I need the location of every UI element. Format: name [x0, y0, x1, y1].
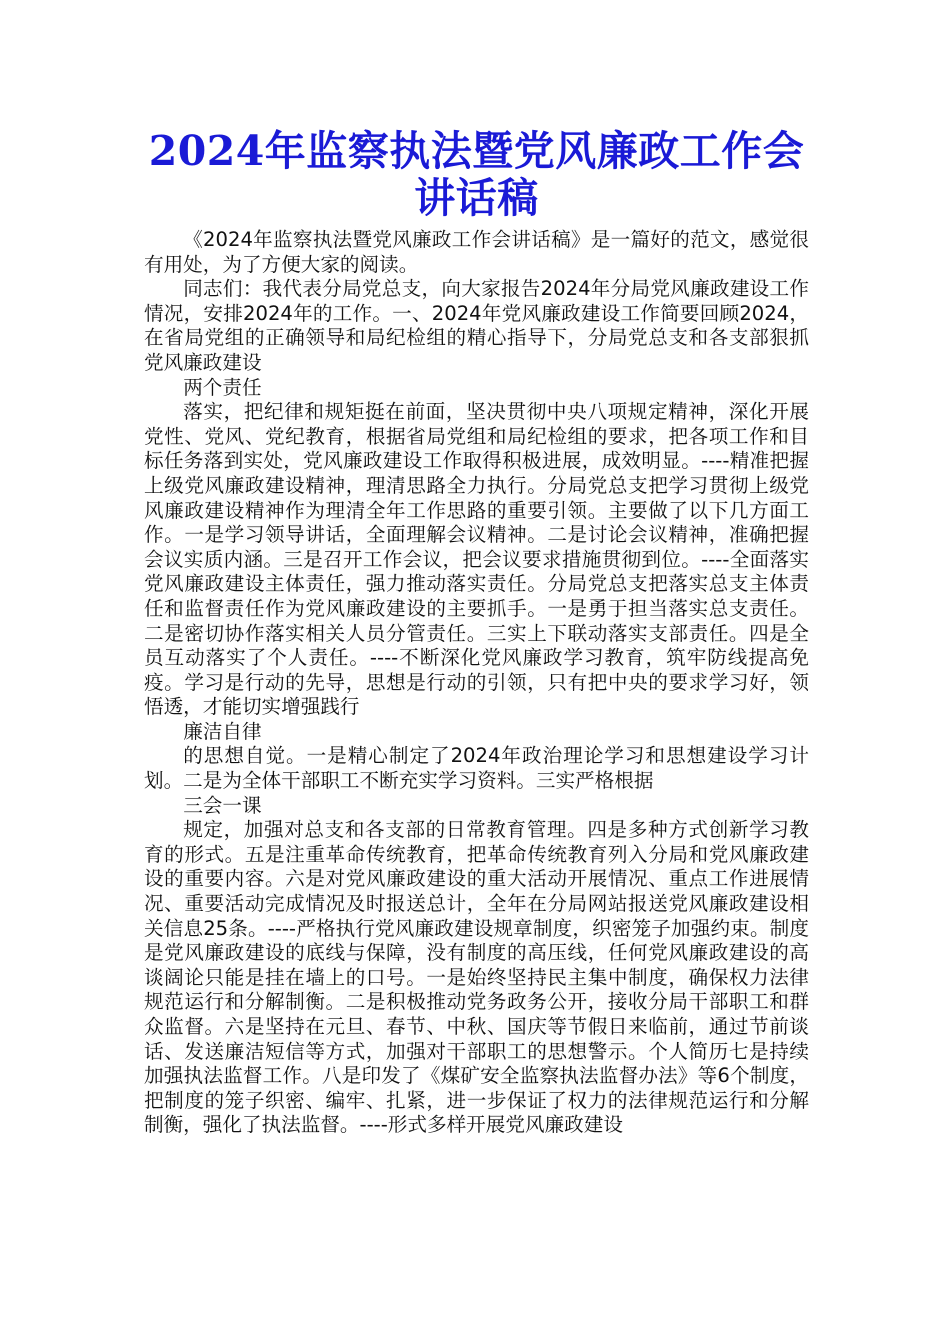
document-body [144, 228, 809, 1138]
greeting-paragraph: 同志们：我代表分局党总支，向大家报告2024年分局党风廉政建设工作情况，安排2024年的工作。一、2024年党风廉政建设工作简要回顾2024，在省局党组的正确领导和局纪检组的精心指导下，分局党总支和各支部狠抓党风廉政建设 [144, 277, 809, 374]
section-phrase: 三会一课 [183, 793, 262, 817]
body-paragraph: 落实，把纪律和规矩挺在前面，坚决贯彻中央八项规定精神，深化开展党性、党风、党纪教育，根据省局党组和局纪检组的要求，把各项工作和目标任务落到实处，党风廉政建设工作取得积极进展，成效明显。----精准把握上级党风廉政建设精神，理清思路全力执行。分局党总支把学习贯彻上级党风廉政建设精神作为理清全年工作思路的重要引领。主要做了以下几方面工作。一是学习领导讲话，全面理解会议精神。二是讨论会议精神，准确把握会议实质内涵。三是召开工作会议，把会议要求措施贯彻到位。----全面落实党风廉政建设主体责任，强力推动落实责任。分局党总支把落实总支主体责任和监督责任作为党风廉政建设的主要抓手。一是勇于担当落实总支责任。二是密切协作落实相关人员分管责任。三实上下联动落实支部责任。四是全员互动落实了个人责任。----不断深化党风廉政学习教育，筑牢防线提高免疫。学习是行动的先导，思想是行动的引领，只有把中央的要求学习好，领悟透，才能切实增强践行 [144, 400, 809, 719]
intro-paragraph: 《2024年监察执法暨党风廉政工作会讲话稿》是一篇好的范文，感觉很有用处，为了方便大家的阅读。 [144, 228, 809, 276]
document-title: 2024年监察执法暨党风廉政工作会讲话稿 [148, 127, 805, 222]
body-paragraph: 的思想自觉。一是精心制定了2024年政治理论学习和思想建设学习计划。二是为全体干部职工不断充实学习资料。三实严格根据 [144, 744, 809, 793]
body-paragraph: 规定，加强对总支和各支部的日常教育管理。四是多种方式创新学习教育的形式。五是注重革命传统教育，把革命传统教育列入分局和党风廉政建设的重要内容。六是对党风廉政建设的重大活动开展情况、重点工作进展情况、重要活动完成情况及时报送总计，全年在分局网站报送党风廉政建设相关信息25条。----严格执行党风廉政建设规章制度，织密笼子加强约束。制度是党风廉政建设的底线与保障，没有制度的高压线，任何党风廉政建设的高谈阔论只能是挂在墙上的口号。一是始终坚持民主集中制度，确保权力法律规范运行和分解制衡。二是积极推动党务政务公开，接收分局干部职工和群众监督。六是坚持在元旦、春节、中秋、国庆等节假日来临前，通过节前谈话、发送廉洁短信等方式，加强对干部职工的思想警示。个人简历七是持续加强执法监督工作。八是印发了《煤矿安全监察执法监督办法》等6个制度，把制度的笼子织密、编牢、扎紧，进一步保证了权力的法律规范运行和分解制衡，强化了执法监督。----形式多样开展党风廉政建设 [144, 818, 809, 1137]
section-phrase: 两个责任 [183, 375, 262, 399]
document-page [144, 128, 809, 1138]
section-phrase: 廉洁自律 [183, 719, 262, 743]
